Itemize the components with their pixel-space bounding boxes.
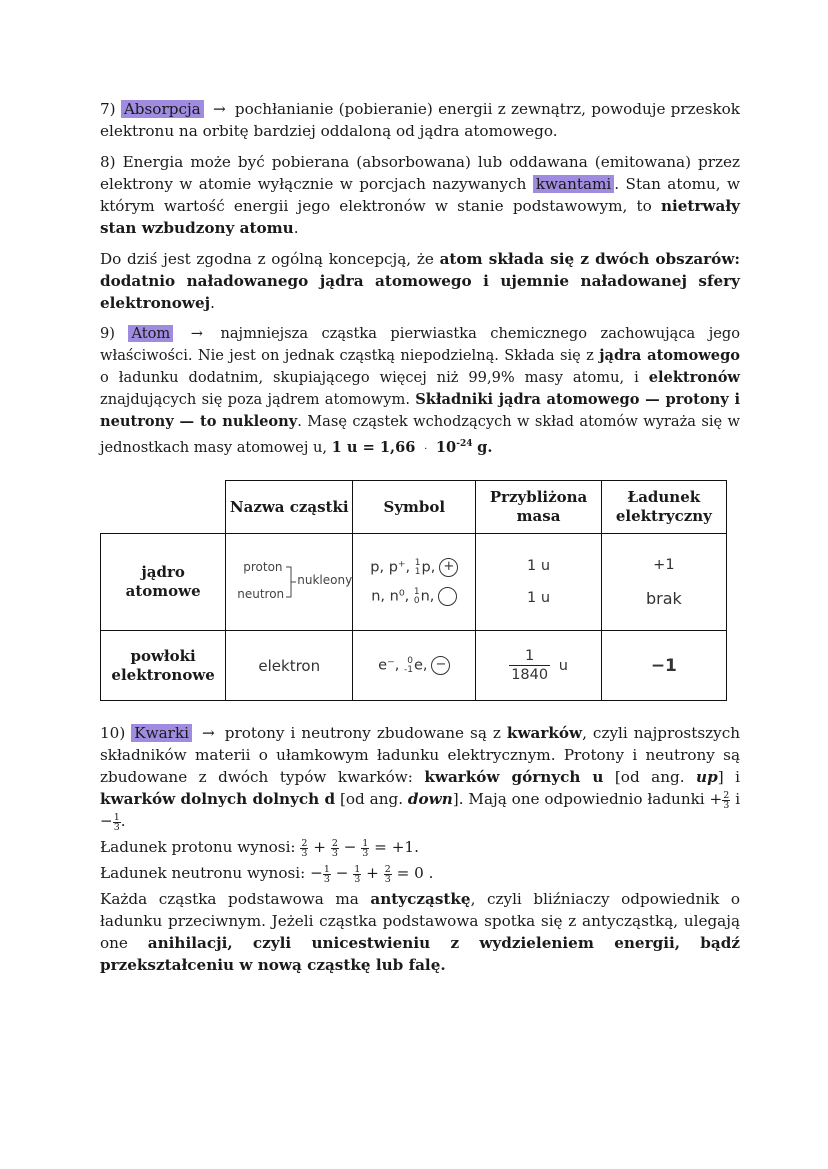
proton-label: proton (243, 560, 283, 574)
bold-text: 1 u = 1,66 (331, 438, 416, 456)
bold-text: anihilacji, czyli unicestwieniu z wydzieleniem energii, bądź przekształceniu w nową cząstkę lub falę. (100, 934, 741, 974)
text: protony i neutrony zbudowane są z (224, 724, 501, 742)
plus-sign: + (366, 864, 379, 882)
particles-table (100, 480, 727, 701)
nucleus-masses (476, 534, 601, 631)
mass-number: 1 (414, 557, 421, 568)
paragraph-10 (100, 722, 740, 832)
plus-circle-icon: + (439, 558, 458, 577)
text: . Stan atomu, w którym wartość energii jego elektronów w stanie podstawowym, to (100, 175, 741, 215)
numerator: 1 (113, 811, 120, 823)
bold-text: kwarków górnych u (424, 768, 604, 786)
denominator: 3 (301, 847, 308, 859)
fraction (331, 839, 339, 858)
fraction (353, 865, 361, 884)
proton-mass: 1 u (527, 558, 551, 574)
bold-text: nietrwały stan wzbudzony atomu (100, 197, 741, 237)
highlight-kwantami: kwantami (533, 175, 614, 193)
isotope-notation (414, 588, 420, 606)
bold-text: 10 (435, 438, 457, 456)
isotope-notation (404, 657, 413, 675)
fraction (323, 865, 331, 884)
arrow-icon: → (190, 325, 203, 342)
text: n, n⁰, (371, 588, 410, 605)
text: [od ang. (614, 768, 685, 786)
denominator: 3 (323, 873, 330, 885)
text: . (120, 812, 126, 830)
page-content-lower (100, 722, 740, 985)
denominator: 3 (384, 873, 391, 885)
exponent: -24 (456, 439, 473, 449)
equation (310, 863, 434, 885)
text: najmniejsza cząstka pierwiastka chemicznego zachowująca jego właściwości. Nie jest on jednak cząstką niepodzielną. Składa się z (100, 325, 741, 364)
fraction (300, 839, 308, 858)
nukleony-label: nukleony (297, 573, 353, 587)
label: Ładunek protonu wynosi: (100, 838, 296, 856)
text: ]. Mają one odpowiednio ładunki (452, 790, 705, 808)
dot: · (424, 443, 428, 455)
mass-number: 1 (413, 586, 420, 597)
numerator: 1 (362, 837, 369, 849)
paragraph-11 (100, 888, 740, 976)
text: , czyli bliźniaczy odpowiednik o ładunku przeciwnym. Jeżeli cząstka podstawowa spotka się z antycząstką, ulegają one (100, 890, 740, 952)
text: i (735, 790, 741, 808)
text: 8) Energia może być pobierana (absorbowana) lub oddawana (emitowana) przez elektrony w atomie wyłącznie w porcjach nazywanych (100, 153, 740, 193)
fraction (509, 647, 550, 684)
neutron-charge-line (100, 862, 740, 884)
text: , czyli najprostszych składników materii o ułamkowym ładunku elektrycznym. Protony i neutrony są zbudowane z dwóch typów kwarków: (100, 724, 740, 786)
atomic-number: 0 (413, 595, 420, 606)
paragraph-9 (100, 323, 740, 461)
nucleus-symbols (353, 534, 476, 631)
text: znajdujących się poza jądrem atomowym. (100, 391, 410, 408)
proton-symbol (354, 558, 474, 577)
label: Ładunek neutronu wynosi: (100, 864, 306, 882)
minus-sign: − (100, 812, 113, 830)
text: o ładunku dodatnim, skupiającego więcej niż 99,9% masy atomu, i (100, 369, 639, 386)
text: n, (420, 588, 435, 605)
italic-text: down (407, 790, 453, 808)
neutron-mass: 1 u (527, 590, 551, 606)
neutron-charge: brak (645, 588, 682, 608)
proton-charge-line (100, 836, 740, 858)
page-content (100, 98, 740, 470)
plus-sign: + (313, 838, 331, 856)
proton-charge: +1 (653, 556, 675, 573)
shell-symbol (353, 631, 476, 701)
text: [od ang. (339, 790, 404, 808)
bold-text: Składniki jądra atomowego — protony i neutrony — to nukleony (100, 391, 740, 430)
numerator: 2 (723, 789, 730, 801)
highlight-kwarki: Kwarki (131, 724, 192, 742)
text: . (293, 219, 299, 237)
nukleony-bracket (285, 566, 297, 598)
minus-sign: − (335, 864, 349, 882)
denominator: 3 (113, 821, 120, 833)
paragraph-8 (100, 151, 740, 239)
bold-text: atom składa się z dwóch obszarów: dodatnio naładowanego jądra atomowego i ujemnie naładowanej sfery elektronowej (100, 250, 740, 312)
result: = +1. (374, 838, 419, 856)
text: p, (421, 559, 436, 576)
row-label-nucleus: jądro atomowe (101, 534, 226, 631)
numerator: 2 (384, 863, 391, 875)
item-number: 9) (100, 325, 115, 342)
denominator: 3 (723, 799, 730, 811)
text: p, p⁺, (370, 559, 411, 576)
minus-sign: − (343, 838, 357, 856)
highlight-atom: Atom (128, 325, 173, 342)
table-corner (101, 481, 226, 534)
bold-text: kwarków dolnych dolnych d (100, 790, 336, 808)
bold-text: antycząstkę (370, 890, 471, 908)
denominator: 3 (354, 873, 361, 885)
denominator: 3 (362, 847, 369, 859)
nucleus-names (226, 534, 353, 631)
paragraph-7 (100, 98, 740, 142)
header-charge: Ładunek elektryczny (601, 481, 726, 534)
nucleus-charges (601, 534, 726, 631)
fraction (361, 839, 369, 858)
unit: u (558, 657, 568, 674)
isotope-notation (415, 559, 421, 577)
text: Do dziś jest zgodna z ogólną koncepcją, że (100, 250, 434, 268)
bold-text: kwarków (506, 724, 583, 742)
definition-text: pochłanianie (pobieranie) energii z zewnątrz, powoduje przeskok elektronu na orbitę bardziej oddaloną od jądra atomowego. (100, 100, 740, 140)
text: ] i (717, 768, 740, 786)
denominator: 3 (331, 847, 338, 859)
numerator: 2 (331, 837, 338, 849)
result: = 0 . (396, 864, 434, 882)
mass-number: 0 (407, 655, 413, 666)
fraction (113, 813, 121, 832)
bold-text: g. (477, 438, 493, 456)
arrow-icon: → (212, 100, 226, 118)
empty-circle-icon (438, 587, 457, 606)
neutron-symbol (354, 587, 474, 606)
shell-charge: −1 (601, 631, 726, 701)
text: . Masę cząstek wchodzących w skład atomów wyraża się w jednostkach masy atomowej u, (100, 413, 741, 456)
plus-sign: + (709, 790, 723, 808)
shell-mass (476, 631, 601, 701)
item-number: 10) (100, 724, 126, 742)
text: Każda cząstka podstawowa ma (100, 890, 359, 908)
numerator: 2 (301, 837, 308, 849)
numerator: 1 (509, 647, 550, 666)
fraction (722, 791, 730, 810)
shell-name: elektron (226, 631, 353, 701)
italic-text: up (696, 768, 718, 786)
highlight-absorpcja: Absorpcja (121, 100, 204, 118)
item-number: 7) (100, 100, 116, 118)
numerator: 1 (323, 863, 330, 875)
atomic-number: -1 (403, 664, 413, 675)
row-label-shell: powłoki elektronowe (101, 631, 226, 701)
bold-text: elektronów (648, 369, 740, 386)
equation (300, 837, 419, 859)
text: e⁻, (378, 657, 400, 674)
numerator: 1 (354, 863, 361, 875)
header-mass: Przybliżona masa (476, 481, 601, 534)
neutron-label: neutron (237, 587, 285, 601)
atomic-number: 1 (414, 566, 421, 577)
minus-circle-icon: − (431, 656, 450, 675)
header-symbol: Symbol (353, 481, 476, 534)
paragraph-8b (100, 248, 740, 314)
text: . (210, 294, 215, 312)
denominator: 1840 (511, 667, 549, 683)
fraction (384, 865, 392, 884)
arrow-icon: → (202, 724, 215, 742)
header-name: Nazwa cząstki (226, 481, 353, 534)
minus-sign: − (310, 864, 323, 882)
text: e, (413, 657, 428, 674)
bold-text: jądra atomowego (599, 347, 741, 364)
